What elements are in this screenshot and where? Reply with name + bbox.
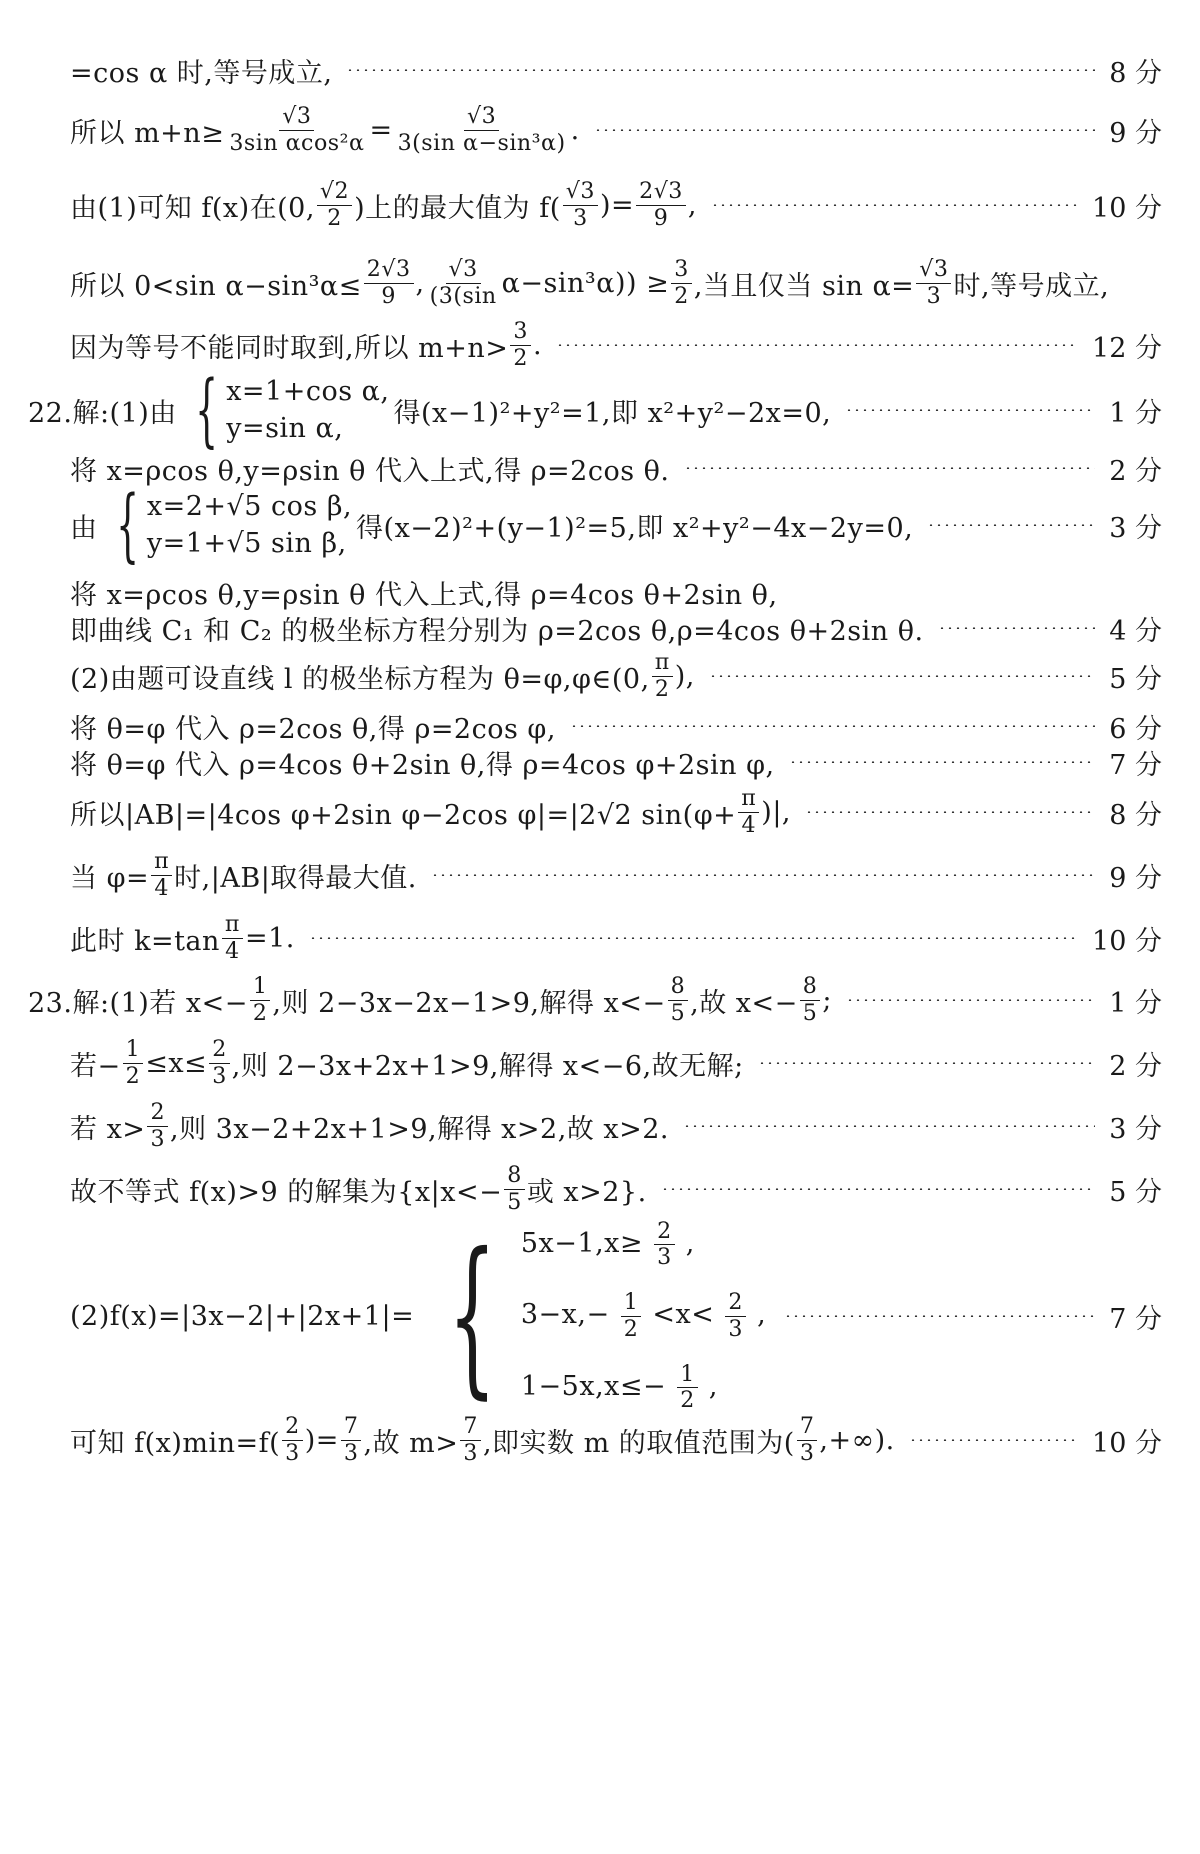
score-label: 2 分 <box>1109 455 1162 487</box>
line-math: 所以 m+n≥ $\frac{√3}{\text{3sin αcos²α}}$ = √3 3(sin α−sin³α) . <box>70 103 580 156</box>
score-label: 10 分 <box>1092 192 1162 224</box>
score-label: 3 分 <box>1109 512 1162 544</box>
cases-brace: { x=2+√5 cos β, y=1+√5 sin β, <box>115 478 353 571</box>
line-math: =cos α 时,等号成立, <box>70 57 333 89</box>
solution-line <box>0 1091 1200 1161</box>
fraction: 3 2 <box>510 320 531 369</box>
leader-dots <box>683 1125 1095 1127</box>
line-math: 将 x=ρcos θ,y=ρsin θ 代入上式,得 ρ=4cos θ+2sin θ, <box>70 579 778 611</box>
cases-brace: { 5x−1,x≥ $\frac{2}{3}$ , 3−x,− $\frac{1}{2}$ <x< $\frac{2}{3}$ , 1−5x,x≤− $\frac{1}{2}$ , <box>448 1217 767 1415</box>
fraction: $\frac{2}{3}$ <box>654 1220 675 1269</box>
solution-line <box>0 777 1200 847</box>
score-label: 10 分 <box>1092 1427 1162 1459</box>
line-math: 当 φ= π 4 时,|AB|取得最大值. <box>70 848 417 901</box>
score-label: 6 分 <box>1109 713 1162 745</box>
line-rest: 得(x−2)²+(y−1)²=5,即 x²+y²−4x−2y=0, <box>356 512 914 544</box>
fraction: 2 3 <box>209 1038 230 1087</box>
line-label: 22.解:(1)由 <box>28 397 177 429</box>
solution-line <box>0 965 1200 1035</box>
score-label: 10 分 <box>1092 925 1162 957</box>
score-label: 5 分 <box>1109 663 1162 695</box>
line-math: 可知 f(x)min=f( 2 3 )= 7 3 ,故 m> 7 3 ,即实数 m 的取值范围为( 7 3 ,+∞). <box>70 1413 895 1466</box>
fraction: 3 2 <box>671 258 692 307</box>
leader-dots <box>684 467 1096 469</box>
fraction: 1 2 <box>123 1038 144 1087</box>
fraction: 2 3 <box>147 1101 168 1150</box>
score-label: 2 分 <box>1109 1050 1162 1082</box>
fraction: $\frac{1}{2}$ <box>621 1291 642 1340</box>
leader-dots <box>709 675 1095 677</box>
line-math <box>70 478 914 571</box>
leader-dots <box>846 999 1095 1001</box>
solution-line <box>0 903 1200 973</box>
score-label: 8 分 <box>1109 57 1162 89</box>
leader-dots <box>556 344 1078 346</box>
solution-line <box>0 95 1200 165</box>
fraction: 8 5 <box>504 1164 525 1213</box>
leader-dots <box>805 811 1095 813</box>
leader-dots <box>909 1439 1078 1441</box>
fraction: 8 5 <box>800 975 821 1024</box>
leader-dots <box>927 524 1095 526</box>
line-math: 将 x=ρcos θ,y=ρsin θ 代入上式,得 ρ=2cos θ. <box>70 455 670 487</box>
line-rest: 得(x−1)²+y²=1,即 x²+y²−2x=0, <box>393 397 832 429</box>
score-label: 1 分 <box>1109 987 1162 1019</box>
fraction: π 4 <box>151 850 172 899</box>
score-label: 9 分 <box>1109 117 1162 149</box>
line-math: 将 θ=φ 代入 ρ=2cos θ,得 ρ=2cos φ, <box>70 713 556 745</box>
line-math: 故不等式 f(x)>9 的解集为{x|x<− 8 5 或 x>2}. <box>70 1162 647 1215</box>
line-math <box>70 1217 770 1415</box>
line-math: 所以|AB|=|4cos φ+2sin φ−2cos φ|=|2√2 sin(φ+ π 4 )|, <box>70 785 792 838</box>
line-math: 即曲线 C₁ 和 C₂ 的极坐标方程分别为 ρ=2cos θ,ρ=4cos θ+2sin θ. <box>70 615 924 647</box>
solution-line <box>0 1028 1200 1098</box>
line-math: 23.解:(1)若 x<− 1 2 ,则 2−3x−2x−1>9,解得 x<− 8 5 ,故 x<− 8 5 ; <box>28 973 832 1026</box>
line-label: 由 <box>70 512 98 544</box>
fraction: √3 3(sin α−sin³α) <box>397 103 566 156</box>
score-label: 7 分 <box>1109 1303 1162 1335</box>
solution-line <box>0 478 1200 571</box>
case-line: x=1+cos α, <box>226 376 390 407</box>
fraction: π 4 <box>222 913 243 962</box>
leader-dots <box>789 761 1096 763</box>
fraction: π 2 <box>652 651 673 700</box>
fraction: √3 (3(sin <box>429 256 497 309</box>
line-math: 因为等号不能同时取到,所以 m+n> 3 2 . <box>70 318 543 371</box>
score-label: 7 分 <box>1109 749 1162 781</box>
fraction: 7 3 <box>797 1415 818 1464</box>
score-label: 8 分 <box>1109 799 1162 831</box>
leader-dots <box>938 627 1096 629</box>
line-math: 由(1)可知 f(x)在(0, √2 2 )上的最大值为 f( √3 3 )= 2√3 9 , <box>70 178 697 231</box>
leader-dots <box>758 1062 1095 1064</box>
solution-line <box>0 1405 1200 1475</box>
line-math: 若− 1 2 ≤x≤ 2 3 ,则 2−3x+2x+1>9,解得 x<−6,故无解; <box>70 1036 744 1089</box>
solution-line <box>0 1154 1200 1224</box>
score-label: 5 分 <box>1109 1176 1162 1208</box>
score-label: 3 分 <box>1109 1113 1162 1145</box>
solution-line <box>0 840 1200 910</box>
fraction: π 4 <box>738 787 759 836</box>
case-line: x=2+√5 cos β, <box>146 491 353 522</box>
fraction: √3 3 <box>563 180 598 229</box>
leader-dots <box>594 129 1096 131</box>
line-math: 若 x> 2 3 ,则 3x−2+2x+1>9,解得 x>2,故 x>2. <box>70 1099 669 1152</box>
case-line: 5x−1,x≥ $\frac{2}{3}$ , <box>520 1217 695 1271</box>
fraction: 7 3 <box>460 1415 481 1464</box>
leader-dots <box>661 1188 1096 1190</box>
fraction: $\frac{1}{2}$ <box>677 1363 698 1412</box>
fraction: 2√3 9 <box>364 258 414 307</box>
leader-dots <box>784 1315 1095 1317</box>
score-label: 9 分 <box>1109 862 1162 894</box>
fraction: √2 2 <box>317 180 352 229</box>
case-line: y=1+√5 sin β, <box>146 528 347 559</box>
case-line: 1−5x,x≤− $\frac{1}{2}$ , <box>520 1360 718 1413</box>
fraction: $\frac{√3}{\text{3sin αcos²α}}$ <box>229 103 365 156</box>
score-label: 1 分 <box>1109 397 1162 429</box>
leader-dots <box>845 409 1095 411</box>
solution-line <box>0 248 1200 318</box>
score-label: 4 分 <box>1109 615 1162 647</box>
fraction: √3 3 <box>916 258 951 307</box>
fraction: $\frac{2}{3}$ <box>725 1291 746 1340</box>
case-line: 3−x,− $\frac{1}{2}$ <x< $\frac{2}{3}$ , <box>520 1289 767 1342</box>
fraction: 2 3 <box>282 1415 303 1464</box>
line-label: (2)f(x)=|3x−2|+|2x+1|= <box>70 1300 415 1332</box>
fraction: 8 5 <box>668 975 689 1024</box>
line-math: 此时 k=tan π 4 =1. <box>70 911 295 964</box>
line-math: 将 θ=φ 代入 ρ=4cos θ+2sin θ,得 ρ=4cos φ+2sin φ, <box>70 749 775 781</box>
line-math: (2)由题可设直线 l 的极坐标方程为 θ=φ,φ∈(0, π 2 ), <box>70 649 695 702</box>
solution-line <box>0 1217 1200 1415</box>
score-label: 12 分 <box>1092 332 1162 364</box>
solution-line <box>0 170 1200 240</box>
case-line: y=sin α, <box>226 413 344 444</box>
cases-brace: { x=1+cos α, y=sin α, <box>194 363 390 456</box>
fraction: 7 3 <box>341 1415 362 1464</box>
fraction: 1 2 <box>250 975 271 1024</box>
leader-dots <box>711 204 1078 206</box>
leader-dots <box>431 874 1095 876</box>
fraction: 2√3 9 <box>636 180 686 229</box>
line-math: 所以 0<sin α−sin³α≤ 2√3 9 , √3 (3(sin α−sin³α)) ≥ 3 2 ,当且仅当 sin α= √3 3 时,等号成立, <box>70 256 1110 309</box>
leader-dots <box>346 69 1095 71</box>
leader-dots <box>309 937 1078 939</box>
